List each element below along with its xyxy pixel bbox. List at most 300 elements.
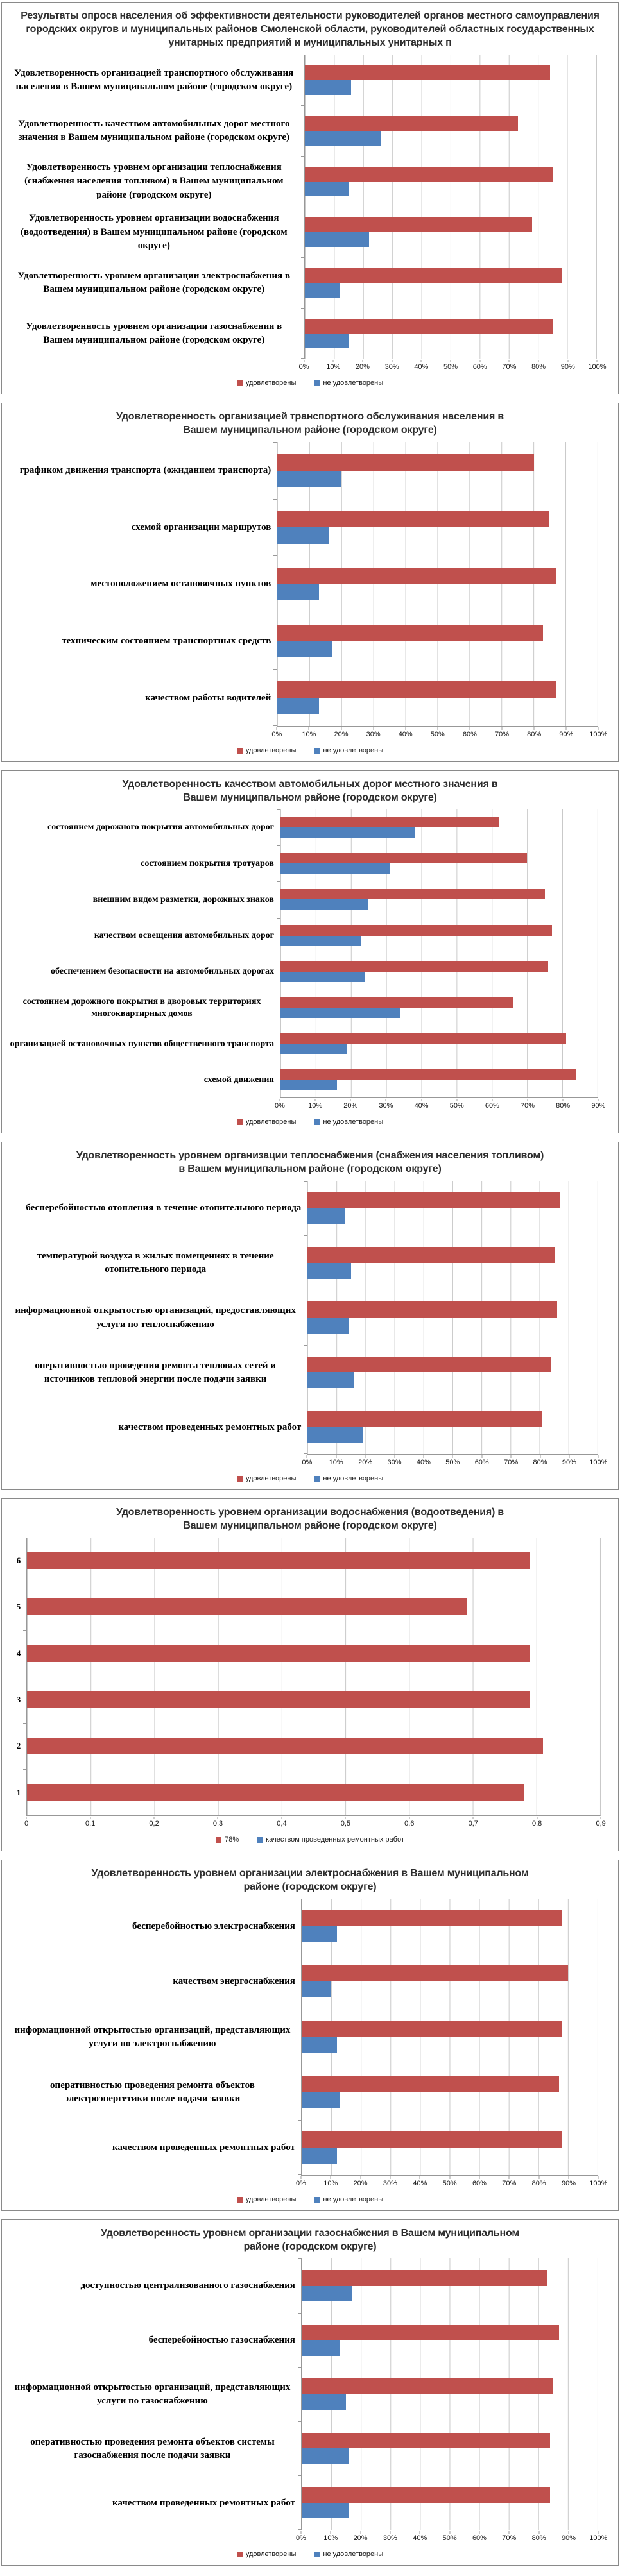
category-label — [8, 2065, 301, 2120]
category-label — [8, 2121, 301, 2176]
axis-tick-label: 0,4 — [277, 1820, 287, 1827]
axis-tick-mark — [563, 1099, 564, 1101]
axis-tick-label: 0,8 — [532, 1820, 542, 1827]
category-label-text: доступностью централизованного газоснабжения — [80, 2280, 295, 2291]
bar-satisfied — [277, 681, 556, 698]
category-axis-labels — [8, 55, 304, 359]
legend — [8, 1833, 612, 1847]
category-label — [8, 1584, 26, 1631]
axis-tick-mark — [598, 1455, 599, 1458]
category-label-text: бесперебойностью отопления в течение отопительного периода — [26, 1203, 302, 1214]
bar-satisfied — [280, 1069, 576, 1080]
axis-tick-label: 80% — [531, 2534, 546, 2542]
category-row — [277, 613, 598, 670]
legend-item-unsatisfied — [314, 1475, 383, 1482]
value-axis-strip — [24, 1817, 606, 1829]
chart-box-transport — [1, 403, 619, 762]
bar-unsatisfied — [302, 2394, 346, 2411]
bar-unsatisfied — [307, 1263, 351, 1279]
axis-tick-label: 100% — [589, 1459, 608, 1466]
category-label-text: состоянием дорожного покрытия в дворовых территориях многоквартирных домов — [22, 996, 261, 1019]
axis-tick-mark — [598, 2176, 599, 2179]
axis-tick-mark — [300, 2531, 301, 2534]
bar-unsatisfied — [305, 80, 352, 95]
category-label-text: схемой движения — [203, 1074, 274, 1085]
category-label — [8, 1400, 307, 1455]
axis-tick-label: 0% — [302, 1459, 313, 1466]
legend-label: удовлетворены — [245, 379, 297, 387]
legend-swatch-satisfied — [237, 1119, 243, 1125]
axis-tick-label: 100% — [588, 363, 607, 371]
plot-column — [301, 1899, 598, 2176]
legend-swatch-unsatisfied — [314, 1119, 320, 1125]
axis-tick-label: 70% — [495, 731, 510, 738]
category-tick — [273, 555, 277, 556]
legend-swatch-satisfied — [237, 748, 243, 754]
axis-tick-label: 20% — [334, 731, 349, 738]
axis-tick-label: 90% — [562, 1459, 576, 1466]
plot-area — [277, 442, 598, 727]
axis-tick-label: 60% — [472, 2534, 487, 2542]
bar-unsatisfied — [305, 232, 369, 247]
category-label — [8, 1723, 26, 1769]
axis-tick-mark — [365, 1455, 366, 1458]
category-label-text: качеством проведенных ремонтных работ — [118, 1421, 302, 1432]
category-label — [8, 1899, 301, 1954]
category-label — [8, 1181, 307, 1235]
legend-label: не удовлетворены — [323, 2550, 384, 2558]
axis-tick-label: 0,3 — [212, 1820, 223, 1827]
bar-satisfied — [307, 1247, 554, 1263]
plot-flex — [8, 1899, 612, 2176]
bar-satisfied — [302, 2270, 547, 2286]
bar-unsatisfied — [305, 182, 349, 196]
value-axis-spacer — [8, 2531, 301, 2544]
value-axis-spacer — [8, 360, 304, 373]
category-row — [307, 1235, 598, 1290]
plot-column — [301, 2258, 598, 2530]
value-axis-spacer — [8, 1817, 29, 1829]
category-label-text: 2 — [16, 1741, 21, 1751]
bar-satisfied — [27, 1552, 530, 1569]
chart-plot-region — [8, 55, 612, 390]
chart-box-heating — [1, 1142, 619, 1490]
axis-tick-mark — [502, 727, 503, 730]
bar-unsatisfied — [307, 1427, 363, 1443]
legend-swatch-unsatisfied — [257, 1837, 263, 1843]
category-tick — [304, 1453, 307, 1454]
category-label — [8, 1677, 26, 1723]
bar-unsatisfied — [302, 2448, 349, 2464]
axis-tick-mark — [373, 727, 374, 730]
legend-swatch-satisfied — [237, 2552, 243, 2557]
axis-tick-mark — [394, 1455, 395, 1458]
value-axis — [8, 2531, 612, 2544]
category-label-text: оперативностью проведения ремонта тепловых сетей и источников тепловой энергии после подачи заявки — [35, 1360, 276, 1384]
category-label — [8, 1026, 280, 1062]
bar-satisfied — [280, 997, 513, 1007]
category-row — [280, 1062, 598, 1097]
bar-unsatisfied — [280, 863, 390, 874]
category-axis-labels — [8, 1899, 301, 2176]
value-axis-spacer — [8, 1099, 280, 1112]
category-label-text: состоянием дорожного покрытия автомобильных дорог — [47, 822, 274, 833]
category-label — [8, 105, 304, 156]
category-tick — [277, 845, 280, 846]
value-axis-strip — [295, 2176, 608, 2189]
legend — [8, 2192, 612, 2207]
legend-item-unsatisfied — [257, 1836, 404, 1843]
category-label-text: качеством проведенных ремонтных работ — [112, 2142, 295, 2153]
axis-tick-label: 0,1 — [85, 1820, 96, 1827]
axis-tick-label: 20% — [353, 2534, 368, 2542]
bar-unsatisfied — [302, 2503, 349, 2519]
bar-satisfied — [305, 167, 553, 182]
legend-label: удовлетворены — [245, 2196, 297, 2203]
category-label — [8, 258, 304, 309]
bar-unsatisfied — [280, 936, 361, 946]
category-label — [8, 918, 280, 954]
legend-label: не удовлетворены — [323, 379, 384, 387]
axis-tick-mark — [345, 1817, 346, 1819]
plot-area — [26, 1538, 601, 1816]
category-tick — [304, 1345, 307, 1346]
axis-tick-label: 70% — [504, 1459, 519, 1466]
legend-item-unsatisfied — [314, 2550, 383, 2558]
axis-tick-mark — [315, 1099, 316, 1101]
category-tick — [301, 358, 305, 359]
category-label-text: графиком движения транспорта (ожиданием транспорта) — [19, 464, 271, 475]
axis-tick-label: 100% — [589, 2180, 608, 2187]
legend-swatch-satisfied — [216, 1837, 221, 1843]
plot-flex — [8, 1538, 612, 1816]
category-row — [277, 669, 598, 726]
category-label — [8, 882, 280, 918]
category-row — [27, 1630, 600, 1676]
axis-tick-mark — [481, 1455, 482, 1458]
category-label-text: качеством освещения автомобильных дорог — [94, 931, 274, 941]
axis-tick-label: 60% — [485, 1102, 499, 1110]
bar-unsatisfied — [277, 471, 341, 487]
axis-tick-mark — [281, 1817, 282, 1819]
axis-tick-mark — [405, 727, 406, 730]
axis-tick-mark — [568, 2176, 569, 2179]
category-tick — [273, 442, 277, 443]
category-row — [305, 156, 597, 207]
category-row — [302, 2010, 598, 2065]
legend-item-satisfied — [237, 379, 297, 387]
bar-satisfied — [302, 2325, 559, 2341]
category-row — [302, 2120, 598, 2175]
category-label — [8, 442, 277, 499]
legend-swatch-satisfied — [237, 1476, 243, 1482]
axis-tick-label: 90% — [591, 1102, 606, 1110]
category-row — [280, 990, 598, 1026]
category-label — [8, 2258, 301, 2313]
chart-title-gas: Удовлетворенность уровнем организации газоснабжения в Вашем муниципальном районе (городском округе) — [101, 2228, 519, 2253]
plot-area — [307, 1181, 598, 1455]
value-axis — [8, 360, 612, 373]
category-row — [277, 499, 598, 556]
axis-tick-mark — [598, 1099, 599, 1101]
category-row — [302, 1899, 598, 1954]
category-label-text: качеством энергоснабжения — [173, 1976, 295, 1987]
category-label — [8, 207, 304, 258]
axis-tick-label: 50% — [430, 731, 445, 738]
value-axis-strip — [271, 727, 608, 740]
axis-tick-mark — [449, 2531, 450, 2534]
legend-swatch-unsatisfied — [314, 2552, 320, 2557]
bar-unsatisfied — [302, 2286, 352, 2302]
axis-tick-label: 50% — [443, 363, 458, 371]
category-label-text: качеством проведенных ремонтных работ — [112, 2497, 295, 2508]
bar-unsatisfied — [277, 698, 319, 715]
value-axis-strip — [295, 2531, 608, 2544]
category-label — [8, 1954, 301, 2010]
bar-satisfied — [302, 2433, 551, 2449]
value-axis-spacer — [8, 2176, 301, 2189]
axis-tick-mark — [154, 1817, 155, 1819]
axis-tick-label: 0% — [295, 2534, 306, 2542]
axis-tick-label: 100% — [589, 731, 608, 738]
category-label-text: качеством работы водителей — [145, 692, 271, 703]
axis-tick-mark — [437, 727, 438, 730]
category-label-text: Удовлетворенность уровнем организации газоснабжения в Вашем муниципальном районе (городском округе) — [26, 321, 282, 346]
category-label-text: Удовлетворенность уровнем организации теплоснабжения (снабжения населения топливом) в Вашем муниципальном районе (городском округе) — [24, 162, 284, 200]
bar-satisfied — [307, 1301, 557, 1318]
category-row — [307, 1291, 598, 1345]
category-tick — [301, 156, 305, 157]
axis-tick-label: 70% — [502, 2534, 517, 2542]
legend-label: не удовлетворены — [323, 2196, 384, 2203]
category-label-text: местоположением остановочных пунктов — [90, 579, 271, 589]
chart-title-heating: Удовлетворенность уровнем организации теплоснабжения (снабжения населения топливом) в Вашем муниципальном районе (городском округе) — [76, 1150, 544, 1175]
category-label-text: температурой воздуха в жилых помещениях в течение отопительного периода — [37, 1250, 274, 1275]
bar-satisfied — [280, 853, 527, 863]
axis-tick-mark — [421, 1099, 422, 1101]
legend-item-satisfied — [237, 2196, 297, 2203]
bar-unsatisfied — [302, 2037, 337, 2053]
chart-box-overall-results — [1, 2, 619, 394]
legend-swatch-satisfied — [237, 2197, 243, 2203]
axis-tick-label: 20% — [343, 1102, 358, 1110]
axis-tick-label: 0% — [275, 1102, 285, 1110]
bar-satisfied — [305, 116, 518, 131]
legend — [8, 743, 612, 758]
axis-tick-label: 40% — [414, 1102, 429, 1110]
value-axis — [8, 1455, 612, 1468]
category-label-text: схемой организации маршрутов — [131, 521, 271, 532]
bar-unsatisfied — [277, 584, 319, 601]
axis-tick-label: 60% — [472, 2180, 487, 2187]
legend-label: не удовлетворены — [323, 1118, 384, 1126]
bar-unsatisfied — [302, 2092, 340, 2108]
bar-satisfied — [280, 889, 545, 899]
legend-label: удовлетворены — [245, 1118, 297, 1126]
plot-flex — [8, 442, 612, 727]
axis-tick-mark — [598, 727, 599, 730]
axis-tick-mark — [456, 1099, 457, 1101]
legend-item-satisfied — [237, 747, 297, 754]
category-label-text: 3 — [16, 1695, 21, 1705]
axis-tick-mark — [469, 727, 470, 730]
legend-item-satisfied — [237, 1475, 297, 1482]
axis-tick-mark — [360, 2176, 361, 2179]
category-label — [8, 2010, 301, 2065]
category-tick — [23, 1723, 27, 1724]
axis-tick-mark — [538, 2531, 539, 2534]
category-row — [277, 442, 598, 499]
category-row — [280, 954, 598, 990]
axis-tick-mark — [509, 2176, 510, 2179]
bar-satisfied — [277, 625, 543, 641]
category-row — [280, 881, 598, 917]
axis-tick-mark — [26, 1817, 27, 1819]
plot-area — [280, 809, 598, 1098]
chart-title-overall-results: Результаты опроса населения об эффективности деятельности руководителей органов местного самоуправления городских округов и муниципальных районов Смоленской области, руководителей областных государственных унитарных предприятий и муниципальных унитарных п — [21, 10, 599, 49]
bar-unsatisfied — [280, 1044, 347, 1054]
category-row — [27, 1538, 600, 1584]
axis-tick-label: 0 — [24, 1820, 29, 1827]
category-label — [8, 1236, 307, 1291]
axis-tick-label: 30% — [384, 363, 399, 371]
axis-tick-label: 10% — [323, 2534, 338, 2542]
category-row — [307, 1181, 598, 1235]
legend-item-satisfied — [216, 1836, 239, 1843]
axis-tick-label: 0,5 — [340, 1820, 350, 1827]
axis-tick-label: 0% — [298, 363, 309, 371]
category-label-text: 4 — [16, 1648, 21, 1658]
plot-column — [277, 442, 598, 727]
category-tick — [304, 1235, 307, 1236]
chart-box-water-supply — [1, 1498, 619, 1851]
axis-tick-label: 80% — [531, 2180, 546, 2187]
category-tick — [298, 2313, 302, 2314]
axis-tick-mark — [479, 360, 480, 362]
chart-box-electricity — [1, 1860, 619, 2211]
legend-label: удовлетворены — [245, 1475, 297, 1482]
category-row — [302, 2475, 598, 2530]
axis-tick-label: 90% — [561, 2534, 576, 2542]
category-tick — [277, 918, 280, 919]
bar-satisfied — [302, 1965, 568, 1981]
value-axis-strip — [298, 360, 607, 373]
axis-tick-mark — [538, 360, 539, 362]
bar-satisfied — [27, 1645, 530, 1662]
bar-unsatisfied — [307, 1208, 345, 1224]
axis-tick-mark — [566, 727, 567, 730]
plot-flex — [8, 2258, 612, 2530]
bar-satisfied — [307, 1357, 551, 1373]
plot-area — [301, 2258, 598, 2530]
category-tick — [301, 308, 305, 309]
plot-area — [301, 1899, 598, 2176]
category-label — [8, 556, 277, 613]
axis-tick-label: 30% — [366, 731, 381, 738]
axis-tick-label: 0,2 — [149, 1820, 159, 1827]
legend-swatch-unsatisfied — [314, 2197, 320, 2203]
category-label-text: 6 — [16, 1555, 21, 1566]
legend — [8, 2547, 612, 2561]
axis-tick-label: 10% — [329, 1459, 343, 1466]
category-label-text: техническим состоянием транспортных средств — [62, 636, 271, 647]
category-label-text: состоянием покрытия тротуаров — [141, 858, 274, 869]
axis-tick-label: 0,7 — [468, 1820, 478, 1827]
bar-satisfied — [27, 1738, 543, 1754]
category-row — [305, 55, 597, 105]
axis-tick-label: 30% — [379, 1102, 393, 1110]
category-label — [8, 55, 304, 105]
category-label — [8, 845, 280, 881]
axis-tick-label: 40% — [413, 2180, 427, 2187]
chart-title-transport: Удовлетворенность организацией транспортного обслуживания населения в Вашем муниципальном районе (городском округе) — [116, 411, 504, 436]
axis-tick-mark — [350, 1099, 351, 1101]
legend — [8, 376, 612, 390]
plot-column — [307, 1181, 598, 1455]
bar-satisfied — [305, 65, 550, 80]
category-row — [27, 1723, 600, 1769]
chart-plot-region — [8, 1538, 612, 1847]
axis-tick-label: 60% — [462, 731, 477, 738]
axis-tick-label: 20% — [355, 363, 370, 371]
category-label-text: внешним видом разметки, дорожных знаков — [92, 894, 274, 904]
legend-label: 78% — [225, 1836, 239, 1843]
axis-tick-mark — [449, 2176, 450, 2179]
bar-satisfied — [302, 2076, 559, 2092]
category-label-text: 5 — [16, 1602, 21, 1612]
category-row — [27, 1677, 600, 1723]
axis-tick-mark — [333, 360, 334, 362]
bar-unsatisfied — [302, 1926, 337, 1942]
bar-unsatisfied — [305, 131, 381, 146]
axis-tick-label: 10% — [323, 2180, 338, 2187]
axis-tick-label: 30% — [387, 1459, 402, 1466]
axis-tick-mark — [473, 1817, 474, 1819]
legend-swatch-unsatisfied — [314, 748, 320, 754]
bar-unsatisfied — [302, 2340, 340, 2356]
category-row — [302, 2065, 598, 2120]
legend-swatch-unsatisfied — [314, 1476, 320, 1482]
category-axis-labels — [8, 809, 280, 1098]
legend-swatch-satisfied — [237, 380, 243, 386]
category-row — [280, 1026, 598, 1062]
chart-plot-region — [8, 1899, 612, 2207]
chart-title-electricity: Удовлетворенность уровнем организации электроснабжения в Вашем муниципальном районе (городском округе) — [91, 1868, 529, 1893]
category-label-text: оперативностью проведения ремонта объектов системы газоснабжения после подачи заявки — [30, 2436, 275, 2461]
category-axis-labels — [8, 1181, 307, 1455]
axis-tick-label: 40% — [414, 363, 429, 371]
bar-unsatisfied — [280, 972, 365, 982]
bar-unsatisfied — [280, 1080, 337, 1090]
category-row — [302, 2313, 598, 2368]
axis-tick-label: 0% — [295, 2180, 306, 2187]
bar-unsatisfied — [277, 641, 332, 657]
axis-tick-label: 0% — [271, 731, 282, 738]
category-tick — [298, 2367, 302, 2368]
category-label-text: 1 — [16, 1787, 21, 1797]
axis-tick-label: 40% — [413, 2534, 427, 2542]
legend-label: не удовлетворены — [323, 1475, 384, 1482]
category-label-text: бесперебойностью газоснабжения — [148, 2334, 295, 2345]
axis-tick-label: 30% — [383, 2534, 397, 2542]
bar-satisfied — [302, 1910, 562, 1926]
axis-tick-mark — [509, 360, 510, 362]
category-label — [8, 2313, 301, 2368]
category-label — [8, 1345, 307, 1400]
bar-satisfied — [27, 1691, 530, 1708]
category-label — [8, 1538, 26, 1584]
bar-satisfied — [277, 568, 556, 584]
